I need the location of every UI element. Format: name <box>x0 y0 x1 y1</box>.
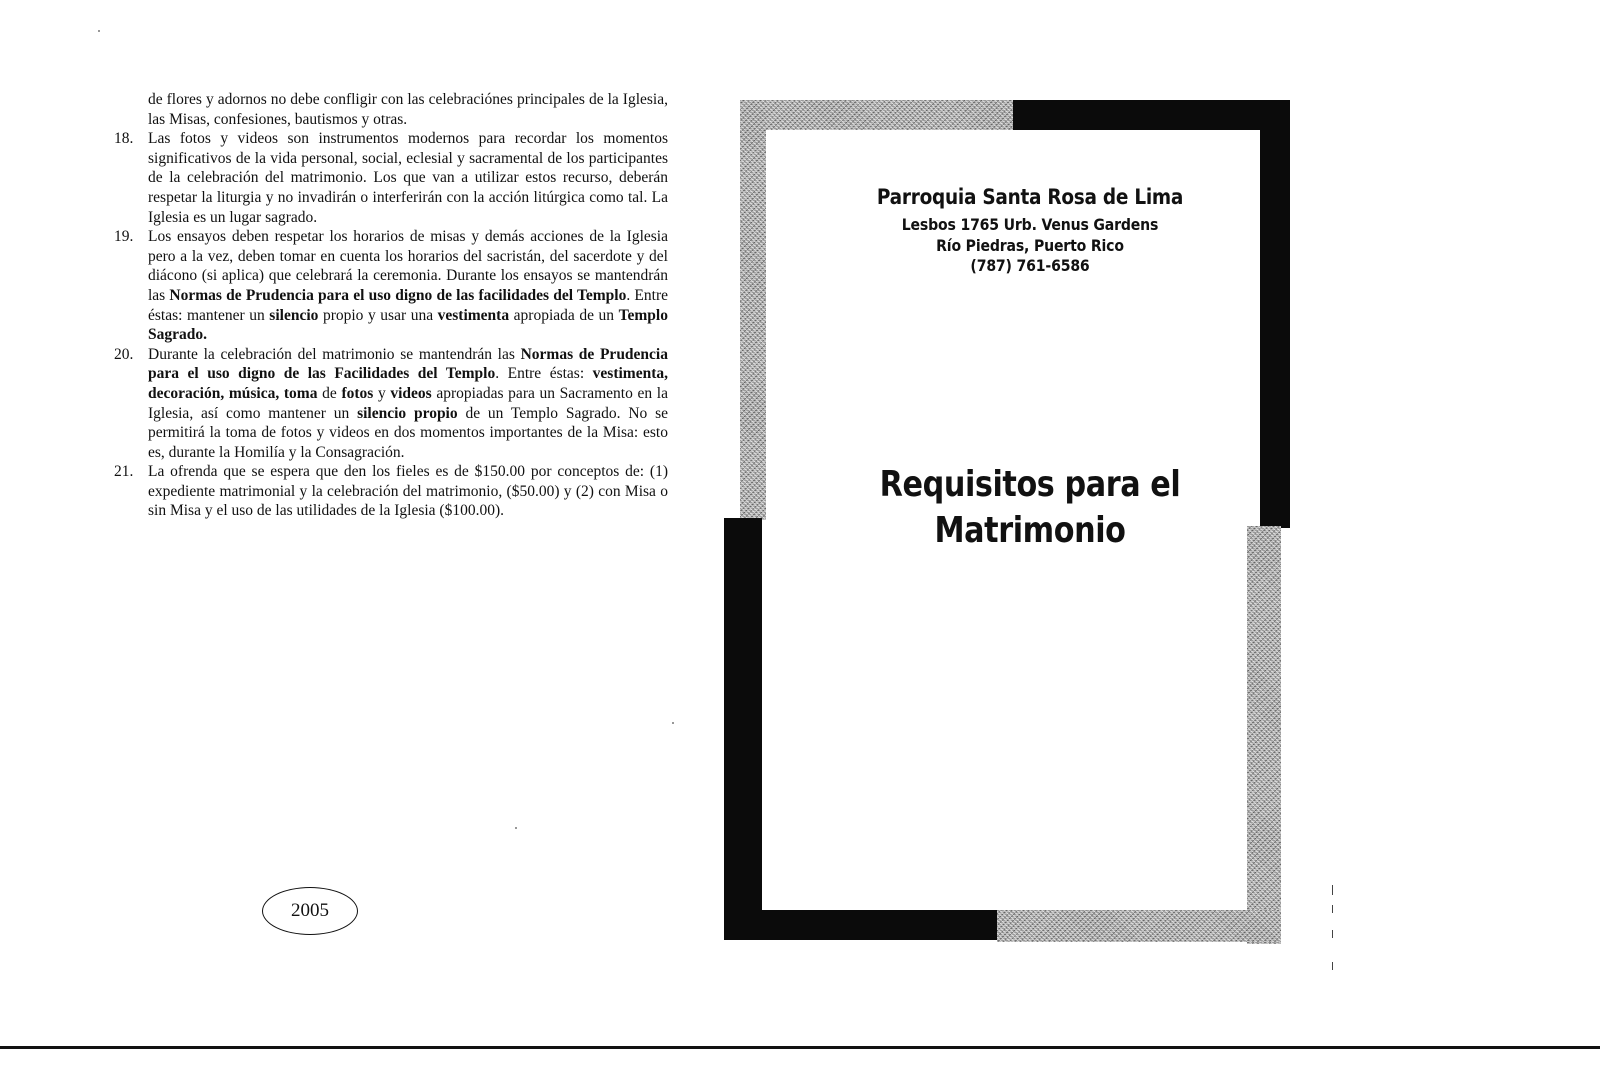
item-text: apropiada de un <box>509 306 619 324</box>
item-text-bold: Templo Sagrado. <box>148 306 668 344</box>
frame-right-gray <box>1247 526 1281 944</box>
frame-top-black <box>1013 100 1290 130</box>
item-text: . Entre éstas: <box>495 365 593 383</box>
item-text-bold: silencio <box>269 306 319 324</box>
item-text-bold: Normas de Prudencia para el uso digno de las facilidades del Templo <box>169 286 627 304</box>
scan-speck <box>515 827 517 829</box>
scan-mark <box>1332 885 1333 895</box>
frame-bottom-black <box>724 910 999 940</box>
item-text-bold: videos <box>390 384 432 402</box>
scan-mark <box>1332 962 1333 970</box>
item-text: Los ensayos deben respetar los horarios de misas y demás acciones de la Iglesia pero a la vez, deben tomar en cuenta los horarios del sacristán, del sacerdote y del diácono (si aplica) que celebrará la ceremonia. Durante los ensayos se mantendrán las <box>148 228 668 304</box>
address-line-1: Lesbos 1765 Urb. Venus Gardens <box>901 215 1159 234</box>
continuation-paragraph: de flores y adornos no debe confligir con las celebraciónes principales de la Iglesia, las Misas, confesiones, bautismos y otras. <box>148 91 668 128</box>
item-text: apropiadas para un Sacramento en la Iglesia, así como mantener un <box>148 384 668 422</box>
item-number: 21. <box>114 463 134 481</box>
frame-top-gray <box>740 100 1015 130</box>
rules-text-block <box>108 90 668 521</box>
frame-left-black <box>724 518 762 938</box>
item-text: La ofrenda que se espera que den los fieles es de $150.00 por conceptos de: (1) expediente matrimonial y la celebración del matrimonio, ($50.00) y (2) con Misa o sin Misa y el uso de las utilidades de la Iglesia ($100.00). <box>148 463 668 520</box>
item-body <box>148 345 668 463</box>
item-text: Durante la celebración del matrimonio se mantendrán las <box>148 345 521 363</box>
item-text: de <box>317 384 342 402</box>
year-label: 2005 <box>291 900 329 921</box>
item-text: y <box>373 384 391 402</box>
item-text: de un Templo Sagrado. No se permitirá la toma de fotos y videos en dos momentos importantes de la Misa: esto es, durante la Homilía y la Consagración. <box>148 404 668 461</box>
item-text-bold: vestimenta, decoración, música, toma <box>148 365 668 402</box>
item-body <box>148 462 668 521</box>
frame-right-black <box>1260 100 1290 528</box>
list-item <box>108 129 668 227</box>
item-number: 19. <box>114 228 134 246</box>
item-text-bold: fotos <box>341 384 374 402</box>
cover-title-line-1: Requisitos para el <box>879 464 1181 505</box>
item-body <box>148 129 668 227</box>
item-text-bold: silencio propio <box>357 404 458 422</box>
cover-title-line-2: Matrimonio <box>934 510 1126 551</box>
item-body <box>148 227 668 345</box>
item-number: 20. <box>114 345 134 363</box>
frame-left-gray <box>740 100 766 520</box>
list-item <box>108 227 668 345</box>
year-oval <box>262 887 358 935</box>
scan-bottom-edge <box>0 1046 1600 1049</box>
scan-speck <box>98 30 100 32</box>
list-item <box>108 345 668 463</box>
item-text-bold: vestimenta <box>437 306 510 324</box>
cover-page <box>740 0 1600 1072</box>
left-page <box>0 0 700 1072</box>
scan-mark <box>1332 905 1333 913</box>
item-text: propio y usar una <box>318 306 438 324</box>
scan-mark <box>1332 930 1333 938</box>
frame-bottom-gray <box>997 910 1281 942</box>
item-text: . Entre éstas: mantener un <box>148 286 668 324</box>
parish-name: Parroquia Santa Rosa de Lima <box>876 185 1184 209</box>
address-line-2: Río Piedras, Puerto Rico <box>936 236 1124 255</box>
phone-number: (787) 761-6586 <box>970 256 1090 275</box>
scan-speck <box>672 722 674 724</box>
item-number: 18. <box>114 130 134 148</box>
item-text-bold: Normas de Prudencia para el uso digno de las Facilidades del Templo <box>148 345 668 383</box>
numbered-list <box>108 129 668 521</box>
cover-title <box>820 462 1240 554</box>
list-item <box>108 462 668 521</box>
item-text: Las fotos y videos son instrumentos modernos para recordar los momentos significativos de la vida personal, social, eclesial y sacramental de los participantes de la celebración del matrimonio. Los que van a utilizar estos recurso, deberán respetar la liturgia y no invadirán o interferirán con la acción litúrgica como tal. La Iglesia es un lugar sagrado. <box>148 130 668 226</box>
